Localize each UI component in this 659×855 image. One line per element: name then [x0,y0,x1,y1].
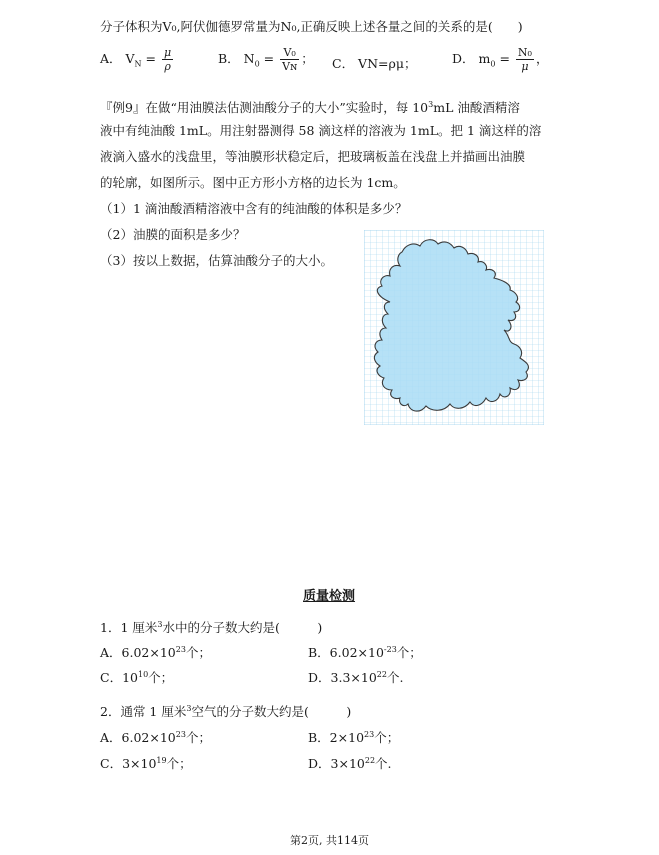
example9-question-1: （1）1 滴油酸酒精溶液中含有的纯油酸的体积是多少？ [100,201,408,216]
example8-option-c: C． VN=ρμ； [332,56,417,71]
quality-q2-option-d: D．$3\times 10^{22}$个. [308,756,392,772]
example9-line-3: 液滴入盛水的浅盘里，等油膜形状稳定后，把玻璃板盖在浅盘上并描画出油膜 [100,149,526,164]
quality-q2-option-b: B．$2\times 10^{23}$个； [308,730,400,746]
quality-question-1: 1．1 厘米$^3$水中的分子数大约是( ) [100,620,323,636]
example9-line-1: 『例9』在做“用油膜法估测油酸分子的大小”实验时，每 $10^3mL$ 油酸酒精溶 [100,100,520,116]
fraction: $\frac{\text{V₀}}{\text{Vɴ}}$ [282,46,298,73]
quality-question-2: 2．通常 1 厘米$^3$空气的分子数大约是( ) [100,704,352,720]
section-heading: 质量检测 [303,589,356,604]
oil-film-figure [364,230,544,425]
example9-question-3: （3）按以上数据，估算油酸分子的大小。 [100,253,333,268]
example8-stem: 分子体积为V₀,阿伏伽德罗常量为N₀,正确反映上述各量之间的关系的是( ) [100,19,523,34]
example8-option-a: A． $V_N$ = $\frac{\mu}{\rho}$ [100,46,172,73]
page-footer: 第2页, 共114页 [290,834,369,847]
example9-question-2: （2）油膜的面积是多少？ [100,227,246,242]
quality-q2-option-c: C．$3\times 10^{19}$个； [100,756,192,772]
quality-q1-option-c: C．$10^{10}$个； [100,670,174,686]
quality-q1-option-b: B．$6.02\times 10^{-23}$个； [308,645,422,661]
fraction: $\frac{\text{N₀}}{\mu}$ [517,46,532,73]
example9-line-4: 的轮廓，如图所示。图中正方形小方格的边长为 1cm。 [100,175,406,190]
quality-q1-option-a: A．$6.02\times 10^{23}$个； [100,645,211,661]
example9-line-2: 液中有纯油酸 1mL。用注射器测得 58 滴这样的溶液为 1mL。把 1 滴这样的溶 [100,123,542,138]
quality-q2-option-a: A．$6.02\times 10^{23}$个； [100,730,211,746]
fraction: $\frac{\mu}{\rho}$ [163,46,172,73]
quality-q1-option-d: D．$3.3\times 10^{22}$个. [308,670,404,686]
example8-option-b: B． $N_0$ = $\frac{\text{V₀}}{\text{Vɴ}}$ ； [218,46,314,73]
example8-option-d: D． $m_0$ = $\frac{\text{N₀}}{\mu}$ ， [452,46,549,73]
